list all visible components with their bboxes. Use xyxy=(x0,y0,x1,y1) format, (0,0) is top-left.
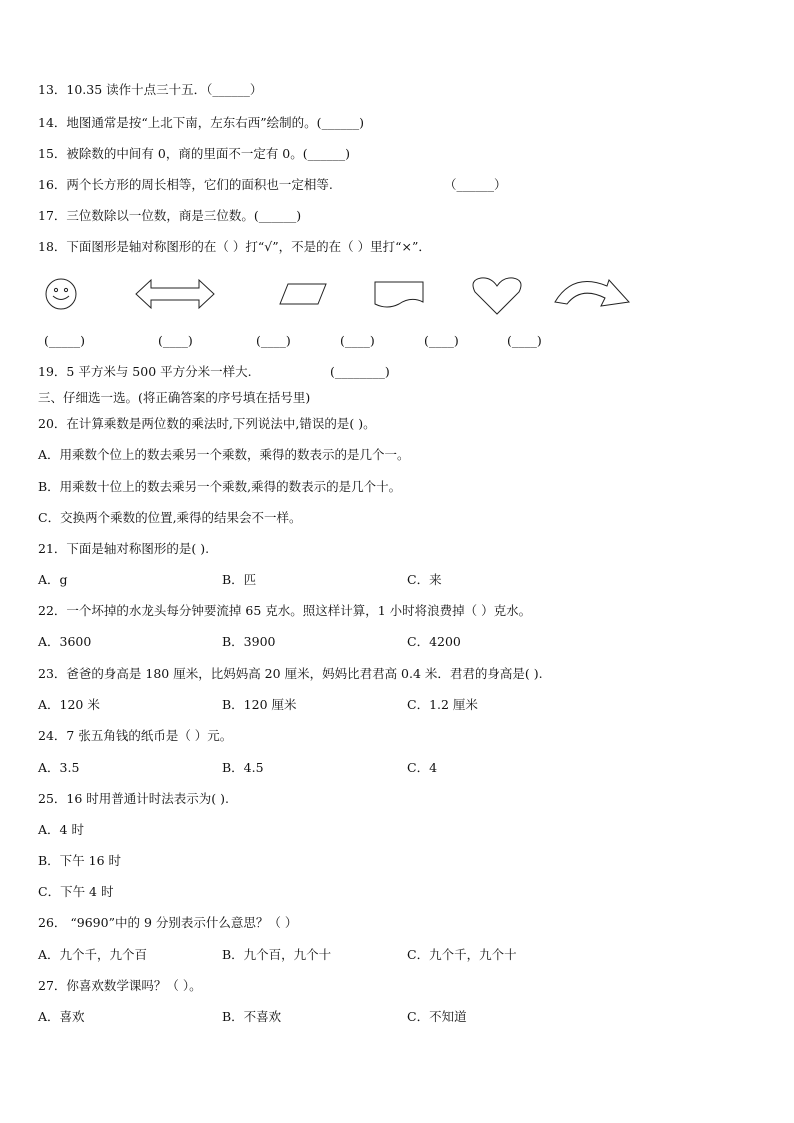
q18-blank-1: (_____) xyxy=(44,333,86,348)
q25-option-c: C．下午 4 时 xyxy=(38,884,114,899)
q18-blank-4: (____) xyxy=(340,333,375,348)
q25: 25．16 时用普通计时法表示为( ). xyxy=(38,791,229,806)
heart-icon xyxy=(471,276,523,316)
q22-option-b: B．3900 xyxy=(222,634,276,649)
q27-option-c: C．不知道 xyxy=(407,1009,467,1024)
q18-blank-2: (____) xyxy=(158,333,193,348)
q21-option-c: C．来 xyxy=(407,572,442,587)
q14: 14．地图通常是按“上北下南，左东右西”绘制的。(______) xyxy=(38,115,364,130)
q26-option-c: C．九个千，九个十 xyxy=(407,947,517,962)
q18-blank-3: (____) xyxy=(256,333,291,348)
q18-blank-6: (____) xyxy=(507,333,542,348)
q24-option-a: A．3.5 xyxy=(38,760,80,775)
q16-blank: （______） xyxy=(444,177,507,192)
q24: 24．7 张五角钱的纸币是（ ）元。 xyxy=(38,728,233,743)
q25-option-a: A．4 时 xyxy=(38,822,84,837)
q22: 22．一个坏掉的水龙头每分钟要流掉 65 克水。照这样计算，1 小时将浪费掉（ ）克水。 xyxy=(38,603,532,618)
q27-option-b: B．不喜欢 xyxy=(222,1009,282,1024)
curved-arrow-icon xyxy=(553,276,633,312)
q23: 23．爸爸的身高是 180 厘米，比妈妈高 20 厘米，妈妈比君君高 0.4 米．君君的身高是( ). xyxy=(38,666,543,681)
q21-option-b: B．匹 xyxy=(222,572,257,587)
q16: 16．两个长方形的周长相等，它们的面积也一定相等. xyxy=(38,177,333,192)
q24-option-c: C．4 xyxy=(407,760,438,775)
parallelogram-icon xyxy=(278,282,328,306)
q25-option-b: B．下午 16 时 xyxy=(38,853,122,868)
q13: 13．10.35 读作十点三十五．（______） xyxy=(38,82,263,97)
q26-option-b: B．九个百，九个十 xyxy=(222,947,332,962)
wavy-rectangle-icon xyxy=(373,280,425,310)
q24-option-b: B．4.5 xyxy=(222,760,264,775)
q20-option-c: C．交换两个乘数的位置,乘得的结果会不一样。 xyxy=(38,510,302,525)
q27: 27．你喜欢数学课吗？（ ）。 xyxy=(38,978,202,993)
q27-option-a: A．喜欢 xyxy=(38,1009,85,1024)
smiley-face-icon xyxy=(41,277,81,311)
q20-option-b: B．用乘数十位上的数去乘另一个乘数,乘得的数表示的是几个十。 xyxy=(38,479,402,494)
q21-option-a: A．g xyxy=(38,572,68,587)
q18: 18．下面图形是轴对称图形的在（ ）打“√”，不是的在（ ）里打“×”． xyxy=(38,239,431,254)
q23-option-b: B．120 厘米 xyxy=(222,697,297,712)
q18-blank-5: (____) xyxy=(424,333,459,348)
q22-option-a: A．3600 xyxy=(38,634,92,649)
q19: 19．5 平方米与 500 平方分米一样大. xyxy=(38,364,252,379)
q20: 20．在计算乘数是两位数的乘法时,下列说法中,错误的是( )。 xyxy=(38,416,376,431)
q23-option-c: C．1.2 厘米 xyxy=(407,697,478,712)
q17: 17．三位数除以一位数，商是三位数。(______) xyxy=(38,208,302,223)
q21: 21．下面是轴对称图形的是( ). xyxy=(38,541,210,556)
q22-option-c: C．4200 xyxy=(407,634,461,649)
q26-option-a: A．九个千，九个百 xyxy=(38,947,148,962)
q19-blank: (________) xyxy=(330,364,390,379)
q26: 26． “9690”中的 9 分别表示什么意思？（ ） xyxy=(38,915,298,930)
section-3-heading: 三、仔细选一选。(将正确答案的序号填在括号里) xyxy=(38,390,311,405)
double-arrow-icon xyxy=(134,277,216,311)
q20-option-a: A．用乘数个位上的数去乘另一个乘数，乘得的数表示的是几个一。 xyxy=(38,447,410,462)
q15: 15．被除数的中间有 0，商的里面不一定有 0。(______) xyxy=(38,146,351,161)
q23-option-a: A．120 米 xyxy=(38,697,100,712)
